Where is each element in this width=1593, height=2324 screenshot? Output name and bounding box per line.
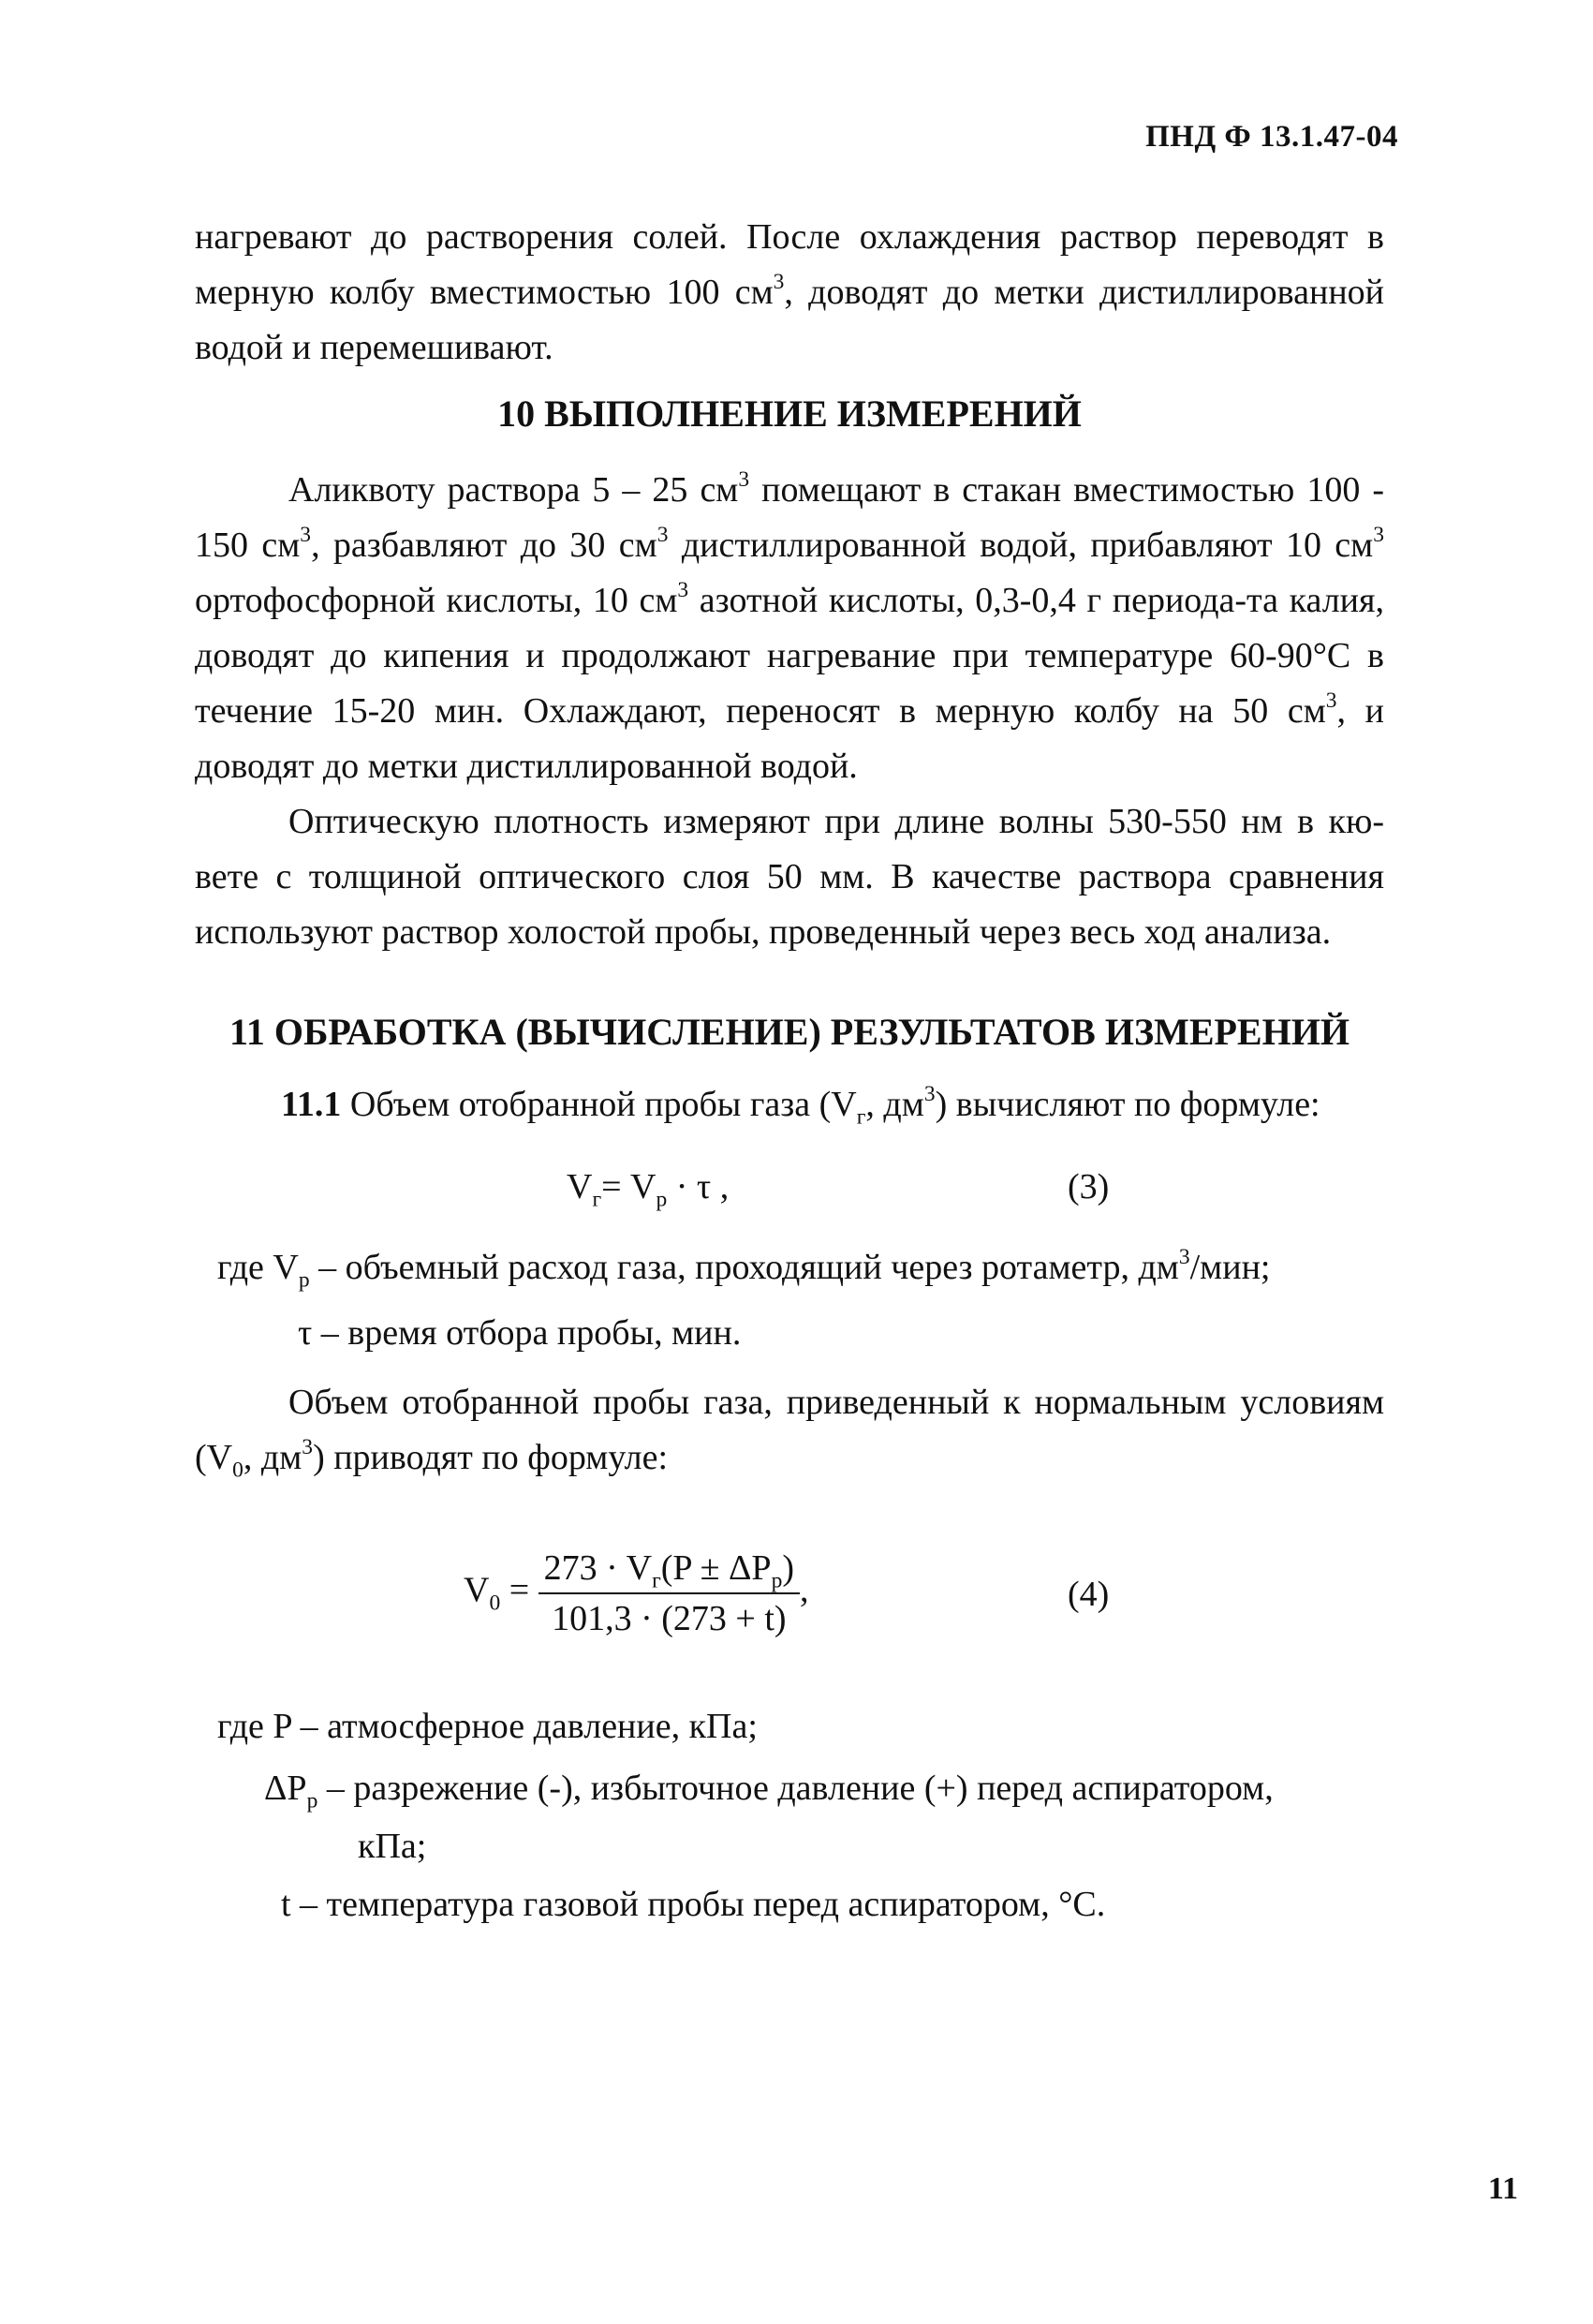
formula-4-numerator: $273 \cdot V_г(P \pm \Delta P_р)$ bbox=[538, 1547, 800, 1594]
section-10-paragraph-2: Оптическую плотность измеряют при длине волны 530-550 нм в кю-вете с толщиной оптического слоя 50 мм. В качестве раствора сравнения используют раствор холостой пробы, проведенный через весь ход анализа. bbox=[195, 802, 1384, 952]
formula-4-where-dp-unit: кПа; bbox=[358, 1827, 427, 1866]
section-11-title: 11 ОБРАБОТКА (ВЫЧИСЛЕНИЕ) РЕЗУЛЬТАТОВ ИЗМЕРЕНИЙ bbox=[229, 1011, 1350, 1053]
formula-3-where-tau: τ – время отбора пробы, мин. bbox=[298, 1313, 742, 1353]
formula-4-fraction bbox=[538, 1547, 800, 1639]
formula-3: $V_г= V_р \cdot \tau$ , bbox=[567, 1167, 730, 1212]
formula-4-denominator: 101,3 · (273 + t) bbox=[552, 1599, 787, 1638]
clause-11-1: 11.1 Объем отобранной пробы газа ($V_г$, $дм^3$) вычисляют по формуле: bbox=[281, 1082, 1320, 1130]
formula-4-where-dp: $\Delta P_р$ – разрежение (-), избыточное давление (+) перед аспиратором, bbox=[264, 1769, 1274, 1813]
equation-number-3: (3) bbox=[1068, 1167, 1110, 1206]
formula-4-where-t: t – температура газовой пробы перед аспиратором, °С. bbox=[281, 1885, 1106, 1924]
document-code: ПНД Ф 13.1.47-04 bbox=[1145, 120, 1398, 154]
formula-4-where-p: где P – атмосферное давление, кПа; bbox=[217, 1707, 758, 1746]
equation-number-4: (4) bbox=[1068, 1575, 1110, 1614]
section-10-paragraph-1: Аликвоту раствора 5 – 25 $см^3$ помещают в стакан вместимостью 100 - 150 $см^3$, разбавляют до 30 $см^3$ дистиллированной водой, прибавляют 10 $см^3$ ортофосфорной кислоты, 10 $см^3$ азотной кислоты, 0,3-0,4 г периода-та калия, доводят до кипения и продолжают нагревание при температуре 60-90°С в течение 15-20 мин. Охлаждают, переносят в мерную колбу на 50 $см^3$, и доводят до метки дистиллированной водой. bbox=[195, 467, 1384, 786]
page-number: 11 bbox=[1487, 2171, 1518, 2206]
intro-paragraph: нагревают до растворения солей. После охлаждения раствор переводят в мерную колбу вместимостью 100 $см^3$, доводят до метки дистиллированной водой и перемешивают. bbox=[195, 217, 1384, 367]
normal-conditions-paragraph: Объем отобранной пробы газа, приведенный к нормальным условиям ($V_0$, $дм^3$) приводят по формуле: bbox=[195, 1383, 1384, 1483]
formula-3-where-vp: где $V_р$ – объемный расход газа, проходящий через ротаметр, $дм^3$/мин; bbox=[217, 1245, 1271, 1293]
formula-4: $V_0$ = $\frac{273 \cdot V_г(P \pm \Delta P_р)}{101,3 \cdot (273 + t)}$ , bbox=[464, 1548, 809, 1638]
section-10-title: 10 ВЫПОЛНЕНИЕ ИЗМЕРЕНИЙ bbox=[497, 392, 1082, 435]
